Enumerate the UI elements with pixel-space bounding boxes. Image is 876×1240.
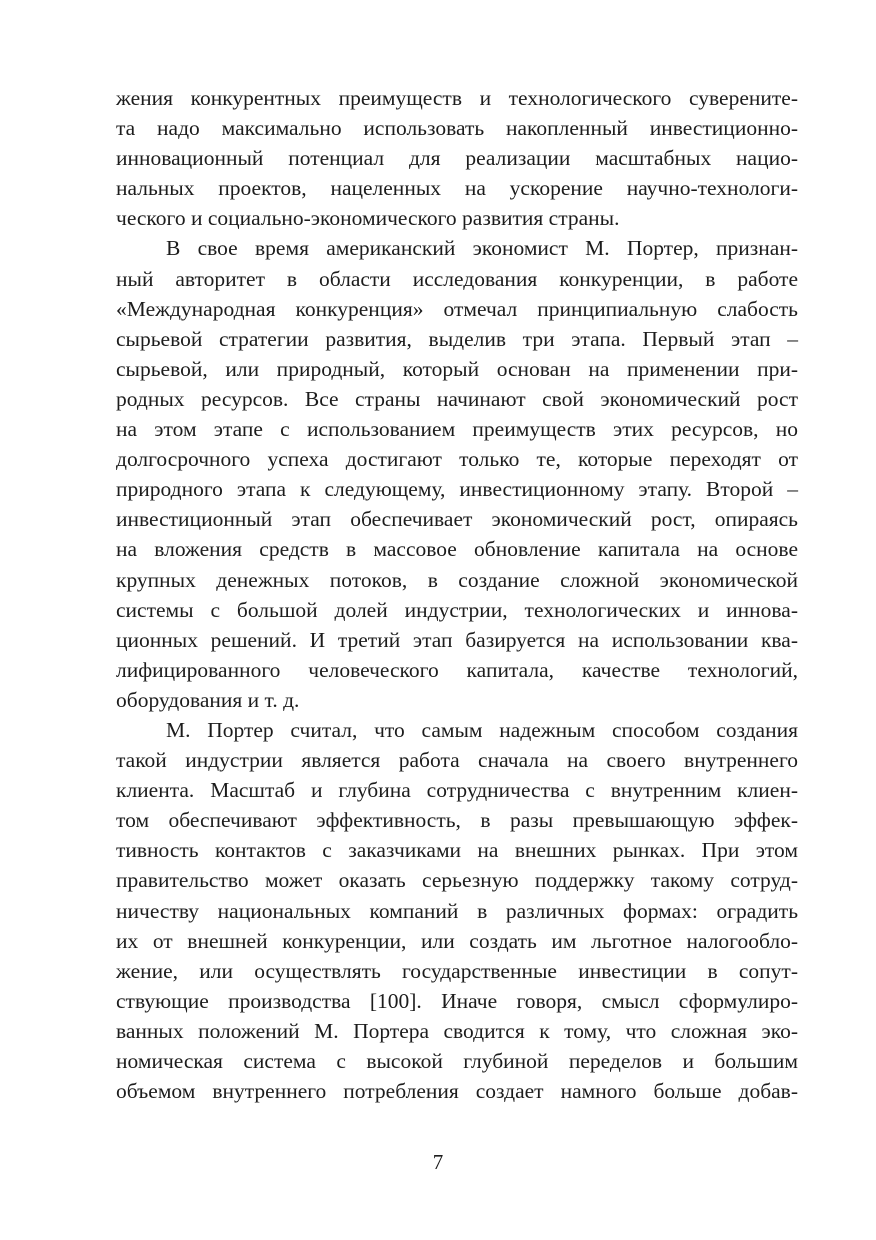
text-line: правительство может оказать серьезную поддержку такому сотруд- [116, 868, 798, 893]
text-line: «Международная конкуренция» отмечал принципиальную слабость [116, 296, 798, 321]
text-line: родных ресурсов. Все страны начинают свой экономический рост [116, 386, 798, 411]
text-line: оборудования и т. д. [116, 687, 300, 712]
text-line: их от внешней конкуренции, или создать им льготное налогообло- [116, 928, 798, 953]
text-line: сырьевой, или природный, который основан на применении при- [116, 356, 798, 381]
text-line: системы с большой долей индустрии, технологических и иннова- [116, 597, 798, 622]
text-line: сырьевой стратегии развития, выделив три этапа. Первый этап – [116, 326, 798, 351]
text-line: такой индустрии является работа сначала на своего внутреннего [116, 748, 798, 773]
paragraph-3 [116, 715, 798, 1106]
text-line: ничеству национальных компаний в различных формах: оградить [116, 898, 798, 923]
text-line: на этом этапе с использованием преимуществ этих ресурсов, но [116, 417, 798, 442]
text-line: природного этапа к следующему, инвестиционному этапу. Второй – [116, 477, 798, 502]
text-line: ствующие производства [100]. Иначе говоря, смысл сформулиро- [116, 988, 798, 1013]
text-line: на вложения средств в массовое обновление капитала на основе [116, 537, 798, 562]
text-line: том обеспечивают эффективность, в разы превышающую эффек- [116, 808, 798, 833]
text-line: инвестиционный этап обеспечивает экономический рост, опираясь [116, 507, 798, 532]
text-line: ный авторитет в области исследования конкуренции, в работе [116, 266, 798, 291]
paragraph-2 [116, 233, 798, 715]
text-line: номическая система с высокой глубиной переделов и большим [116, 1049, 798, 1073]
text-line: нальных проектов, нацеленных на ускорение научно-технологи- [116, 176, 798, 201]
text-line: инновационный потенциал для реализации масштабных нацио- [116, 146, 798, 171]
page-number: 7 [432, 1150, 444, 1174]
text-line: жение, или осуществлять государственные инвестиции в сопут- [116, 958, 798, 983]
paragraph-1 [116, 83, 798, 233]
text-line: ческого и социально-экономического развития страны. [116, 206, 620, 231]
text-line: тивность контактов с заказчиками на внешних рынках. При этом [116, 838, 798, 863]
text-line: В свое время американский экономист М. Портер, признан- [166, 236, 798, 261]
text-line: долгосрочного успеха достигают только те, которые переходят от [116, 447, 798, 472]
text-line: объемом внутреннего потребления создает намного больше добав- [116, 1079, 798, 1104]
text-line: крупных денежных потоков, в создание сложной экономической [116, 567, 798, 592]
text-line: лифицированного человеческого капитала, качестве технологий, [116, 657, 798, 682]
text-line: та надо максимально использовать накопленный инвестиционно- [116, 116, 798, 141]
text-line: клиента. Масштаб и глубина сотрудничества с внутренним клиен- [116, 778, 798, 803]
text-line: жения конкурентных преимуществ и технологического суверените- [116, 86, 798, 110]
body-text [116, 83, 798, 1106]
text-line: ционных решений. И третий этап базируется на использовании ква- [116, 627, 798, 652]
text-line: ванных положений М. Портера сводится к тому, что сложная эко- [116, 1018, 798, 1043]
text-line: М. Портер считал, что самым надежным способом создания [166, 717, 798, 742]
